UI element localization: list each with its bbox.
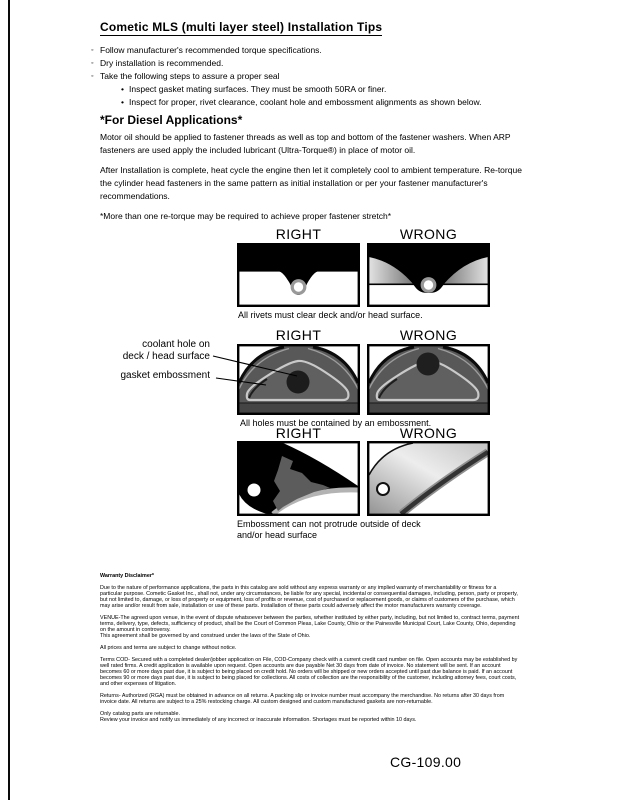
coolant-leader-line (213, 356, 297, 376)
coolant-hole-misaligned (417, 353, 440, 376)
row3-wrong-label: WRONG (399, 425, 458, 441)
row2-wrong-label: WRONG (399, 327, 458, 343)
row3-right-label: RIGHT (275, 425, 322, 441)
protrusion-right-svg (237, 441, 360, 516)
list-item-text: Follow manufacturer's recommended torque specifications. (100, 45, 322, 55)
warranty-disclaimer (100, 573, 520, 729)
disclaimer-paragraph: This agreement shall be governed by and construed under the laws of the State of Ohio. (100, 633, 311, 639)
embossment-leader-line (216, 378, 266, 385)
page-title: Cometic MLS (multi layer steel) Installation Tips (100, 20, 383, 34)
embossment-wrong-svg (367, 344, 490, 415)
list-item-text: Dry installation is recommended. (100, 58, 224, 68)
disclaimer-paragraph: Due to the nature of performance applications, the parts in this catalog are sold without any express warranty or any implied warranty of merchantability or fitness for a particular purpose. Cometic Gasket Inc., shall not, under any circumstances, be liable for any special, incidental or consequential damages, including, person, party or property, but not limited to, damage, or loss of property or equipment, loss of profits or revenue, cost of purchased or replacement goods, or claims of customers of the purchase, which may arise and/or result from sale, installation or use of these parts. Installation of these parts could adversely affect the motor manufacturers warranty coverage. (100, 585, 518, 609)
rivet-icon (292, 281, 305, 294)
leader-lines (210, 349, 310, 391)
bolt-hole (377, 483, 389, 495)
rivet-wrong-diagram (367, 243, 490, 307)
diesel-paragraph-1: Motor oil should be applied to fastener threads as well as top and bottom of the fastener washers. When ARP fasteners are used apply the included lubricant (Ultra-Torque®) in place of motor oil. (100, 132, 511, 155)
row2-right-label: RIGHT (275, 327, 322, 343)
disclaimer-heading: Warranty Disclaimer* (100, 573, 155, 579)
rivet-wrong-svg (367, 243, 490, 307)
protrusion-wrong-svg (367, 441, 490, 516)
embossment-wrong-diagram (367, 344, 490, 415)
row2-caption: All holes must be contained by an embossment. (240, 418, 432, 428)
row1-right-label: RIGHT (275, 226, 322, 242)
sub-list-item (121, 96, 523, 109)
protrusion-right-diagram (237, 441, 360, 516)
disclaimer-paragraph: Returns- Authorized (RGA) must be obtained in advance on all returns. A packing slip or invoice number must accompany the merchandise. No returns after 30 days from invoice date. All returns are subject to a 25% restocking charge. All custom designed and custom manufactured gaskets are non-returnable. (100, 693, 505, 705)
row1-caption: All rivets must clear deck and/or head surface. (238, 310, 423, 320)
row1-wrong-label: WRONG (399, 226, 458, 242)
open-bullet-icon: ◦ (91, 60, 94, 67)
list-item-text: Inspect for proper, rivet clearance, coolant hole and embossment alignments as shown below. (129, 97, 482, 107)
open-bullet-icon: ◦ (91, 47, 94, 54)
list-item-text: Inspect gasket mating surfaces. They must be smooth 50RA or finer. (129, 84, 387, 94)
diesel-paragraph-2: After Installation is complete, heat cycle the engine then let it completely cool to ambient temperature. Re-torque the cylinder head fasteners in the same pattern as initial installation or per your fastener manufacturer's recommendations. (100, 165, 522, 201)
list-item (91, 57, 523, 70)
rivet-right-svg (237, 243, 360, 307)
coolant-hole-label: coolant hole on deck / head surface (122, 339, 210, 362)
disclaimer-paragraph: VENUE-The agreed upon venue, in the event of dispute whatsoever between the parties, whether instituted by either party, including, but not limited to, contract terms, payment terms, delivery, type, defects, sufficiency of product, shall be the Court of Common Pleas, Lake County, Ohio or the Painesville Municipal Court, Lake County, Ohio, depending on the amount in controversy. (100, 615, 520, 633)
rivet-right-diagram (237, 243, 360, 307)
rivet-icon (422, 279, 435, 292)
list-item (91, 44, 523, 57)
disclaimer-paragraph: All prices and terms are subject to change without notice. (100, 645, 237, 651)
disclaimer-paragraph: Only catalog parts are returnable. (100, 711, 181, 717)
list-item (91, 70, 523, 83)
open-bullet-icon: ◦ (91, 73, 94, 80)
filled-bullet-icon: • (121, 84, 124, 94)
filled-bullet-icon: • (121, 97, 124, 107)
sub-list-item (121, 83, 523, 96)
protrusion-wrong-diagram (367, 441, 490, 516)
row3-caption: Embossment can not protrude outside of deck and/or head surface (237, 519, 421, 540)
retorque-note: *More than one re-torque may be required to achieve proper fastener stretch* (100, 211, 392, 221)
bolt-hole (248, 484, 261, 497)
installation-tips-list (91, 44, 523, 109)
gasket-embossment-label: gasket embossment (120, 370, 210, 381)
disclaimer-paragraph: Review your invoice and notify us immediately of any incorrect or inaccurate information. Shortages must be reported within 10 days. (100, 717, 417, 723)
list-item-text: Take the following steps to assure a proper seal (100, 71, 280, 81)
disclaimer-paragraph: Terms COD- Secured with a completed dealer/jobber application on File, COD-Company check with a current credit card number on file. Open accounts may be established by well rated firms. A credit application is available upon request. Open accounts are due payable Net 30 days from date of invoice. No statement will be sent. If an account becomes 60 or more days past due, it is subject to being placed on credit hold. No orders will be shipped or new orders accepted until past due balance is paid. If an account becomes 90 or more days past due, it is subject to being placed for collections. All costs of collection are the responsibility of the customer, including attorney fees, court costs, and other expenses of litigation. (100, 657, 518, 687)
diesel-section-heading: *For Diesel Applications* (100, 113, 243, 127)
catalog-page-code: CG-109.00 (390, 754, 462, 770)
scan-edge-line (8, 0, 10, 800)
